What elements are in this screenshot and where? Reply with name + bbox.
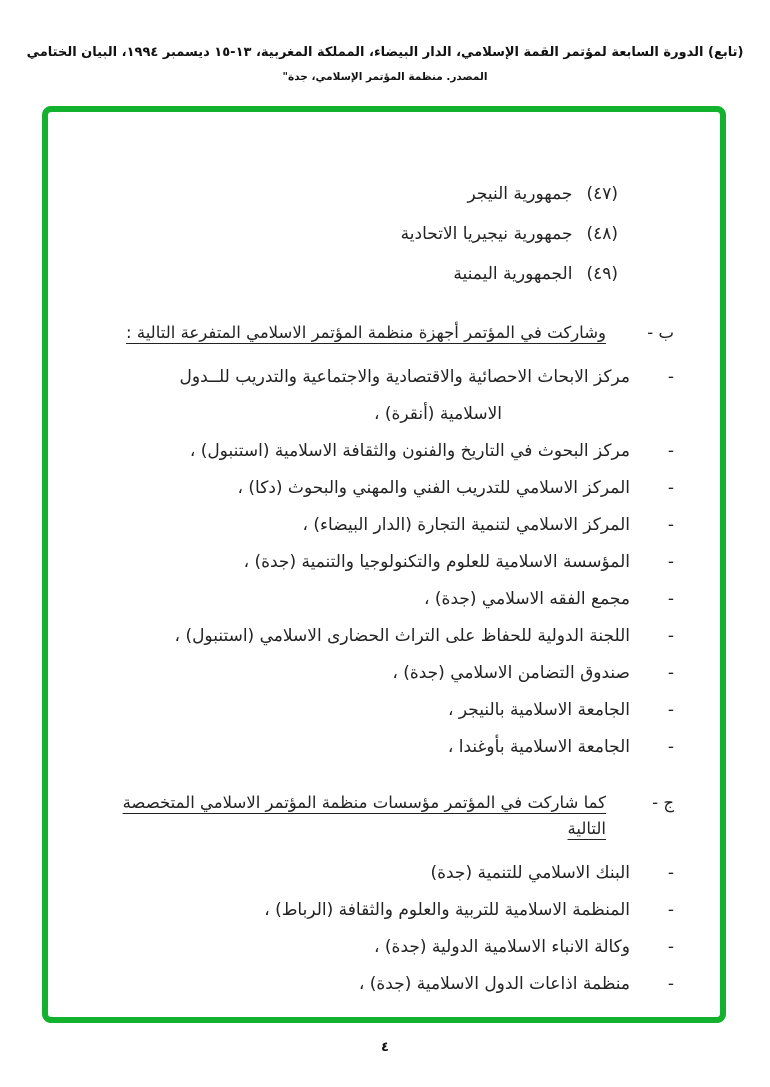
dash-bullet: -	[667, 974, 674, 994]
institution-name: المنظمة الاسلامية للتربية والعلوم والثقافة (الرباط) ،	[264, 900, 630, 920]
organ-name: مركز الابحاث الاحصائية والاقتصادية والاجتماعية والتدريب للــدول	[179, 367, 630, 387]
country-list-item	[84, 174, 618, 214]
section-b-marker: ب -	[647, 323, 674, 342]
organ-name: الجامعة الاسلامية بأوغندا ،	[447, 737, 630, 757]
organ-name: صندوق التضامن الاسلامي (جدة) ،	[392, 663, 630, 683]
organ-name: المركز الاسلامي للتدريب الفني والمهني والبحوث (دكا) ،	[237, 478, 630, 498]
section-c-item-list	[84, 855, 674, 1003]
dash-bullet: -	[667, 441, 674, 461]
dash-bullet: -	[667, 937, 674, 957]
institution-name: البنك الاسلامي للتنمية (جدة)	[430, 863, 630, 883]
document-body	[48, 112, 720, 1017]
organ-list-item	[84, 359, 674, 396]
header-title: (تابع) الدورة السابعة لمؤتمر القمة الإسلامي، الدار البيضاء، المملكة المغربية، ١٣-١٥ ديسمبر ١٩٩٤، البيان الختامي	[26, 45, 744, 60]
country-list-item	[84, 214, 618, 254]
organ-name: مركز البحوث في التاريخ والفنون والثقافة الاسلامية (استنبول) ،	[189, 441, 630, 461]
dash-bullet: -	[667, 552, 674, 572]
organ-list-item	[84, 729, 674, 766]
section-b-heading-row	[84, 320, 674, 346]
organ-name: المؤسسة الاسلامية للعلوم والتكنولوجيا والتنمية (جدة) ،	[243, 552, 630, 572]
organ-name: الاسلامية (أنقرة) ،	[373, 404, 502, 424]
organ-list-item	[84, 655, 674, 692]
organ-list-item	[84, 618, 674, 655]
dash-bullet: -	[667, 478, 674, 498]
green-border-frame	[42, 106, 726, 1023]
dash-bullet: -	[667, 663, 674, 683]
dash-bullet: -	[667, 700, 674, 720]
organ-list-item	[84, 544, 674, 581]
institution-list-item	[84, 892, 674, 929]
country-list	[84, 174, 618, 294]
dash-bullet: -	[667, 863, 674, 883]
country-number: (٤٧)	[586, 184, 618, 204]
organ-name: اللجنة الدولية للحفاظ على التراث الحضارى الاسلامي (استنبول) ،	[174, 626, 630, 646]
organ-list-item	[84, 692, 674, 729]
country-name: الجمهورية اليمنية	[453, 264, 573, 284]
dash-bullet: -	[667, 367, 674, 387]
organ-name: مجمع الفقه الاسلامي (جدة) ،	[424, 589, 630, 609]
dash-bullet	[630, 396, 674, 433]
organ-list-item	[84, 507, 674, 544]
dash-bullet: -	[667, 589, 674, 609]
country-number: (٤٩)	[586, 264, 618, 284]
institution-name: منظمة اذاعات الدول الاسلامية (جدة) ،	[358, 974, 630, 994]
country-name: جمهورية النيجر	[467, 184, 573, 204]
dash-bullet: -	[667, 900, 674, 920]
institution-list-item	[84, 855, 674, 892]
dash-bullet: -	[667, 737, 674, 757]
country-number: (٤٨)	[586, 224, 618, 244]
section-b-item-list	[84, 359, 674, 766]
dash-bullet: -	[667, 515, 674, 535]
section-c-marker: ج -	[652, 793, 674, 812]
section-b-heading: وشاركت في المؤتمر أجهزة منظمة المؤتمر الاسلامي المتفرعة التالية :	[126, 323, 606, 342]
country-list-item	[84, 254, 618, 294]
organ-list-item	[84, 433, 674, 470]
institution-list-item	[84, 966, 674, 1003]
organ-list-item	[84, 396, 674, 433]
organ-name: المركز الاسلامي لتنمية التجارة (الدار البيضاء) ،	[302, 515, 630, 535]
organ-list-item	[84, 470, 674, 507]
header-source: المصدر. منظمة المؤتمر الإسلامي، جدة"	[282, 71, 488, 83]
section-c-heading: كما شاركت في المؤتمر مؤسسات منظمة المؤتمر الاسلامي المتخصصة التالية	[122, 793, 606, 838]
organ-list-item	[84, 581, 674, 618]
page-number: ٤	[381, 1040, 389, 1055]
dash-bullet: -	[667, 626, 674, 646]
section-c-heading-row	[84, 790, 674, 842]
institution-list-item	[84, 929, 674, 966]
country-name: جمهورية نيجيريا الاتحادية	[400, 224, 573, 244]
institution-name: وكالة الانباء الاسلامية الدولية (جدة) ،	[374, 937, 630, 957]
organ-name: الجامعة الاسلامية بالنيجر ،	[447, 700, 630, 720]
document-header	[0, 44, 770, 83]
